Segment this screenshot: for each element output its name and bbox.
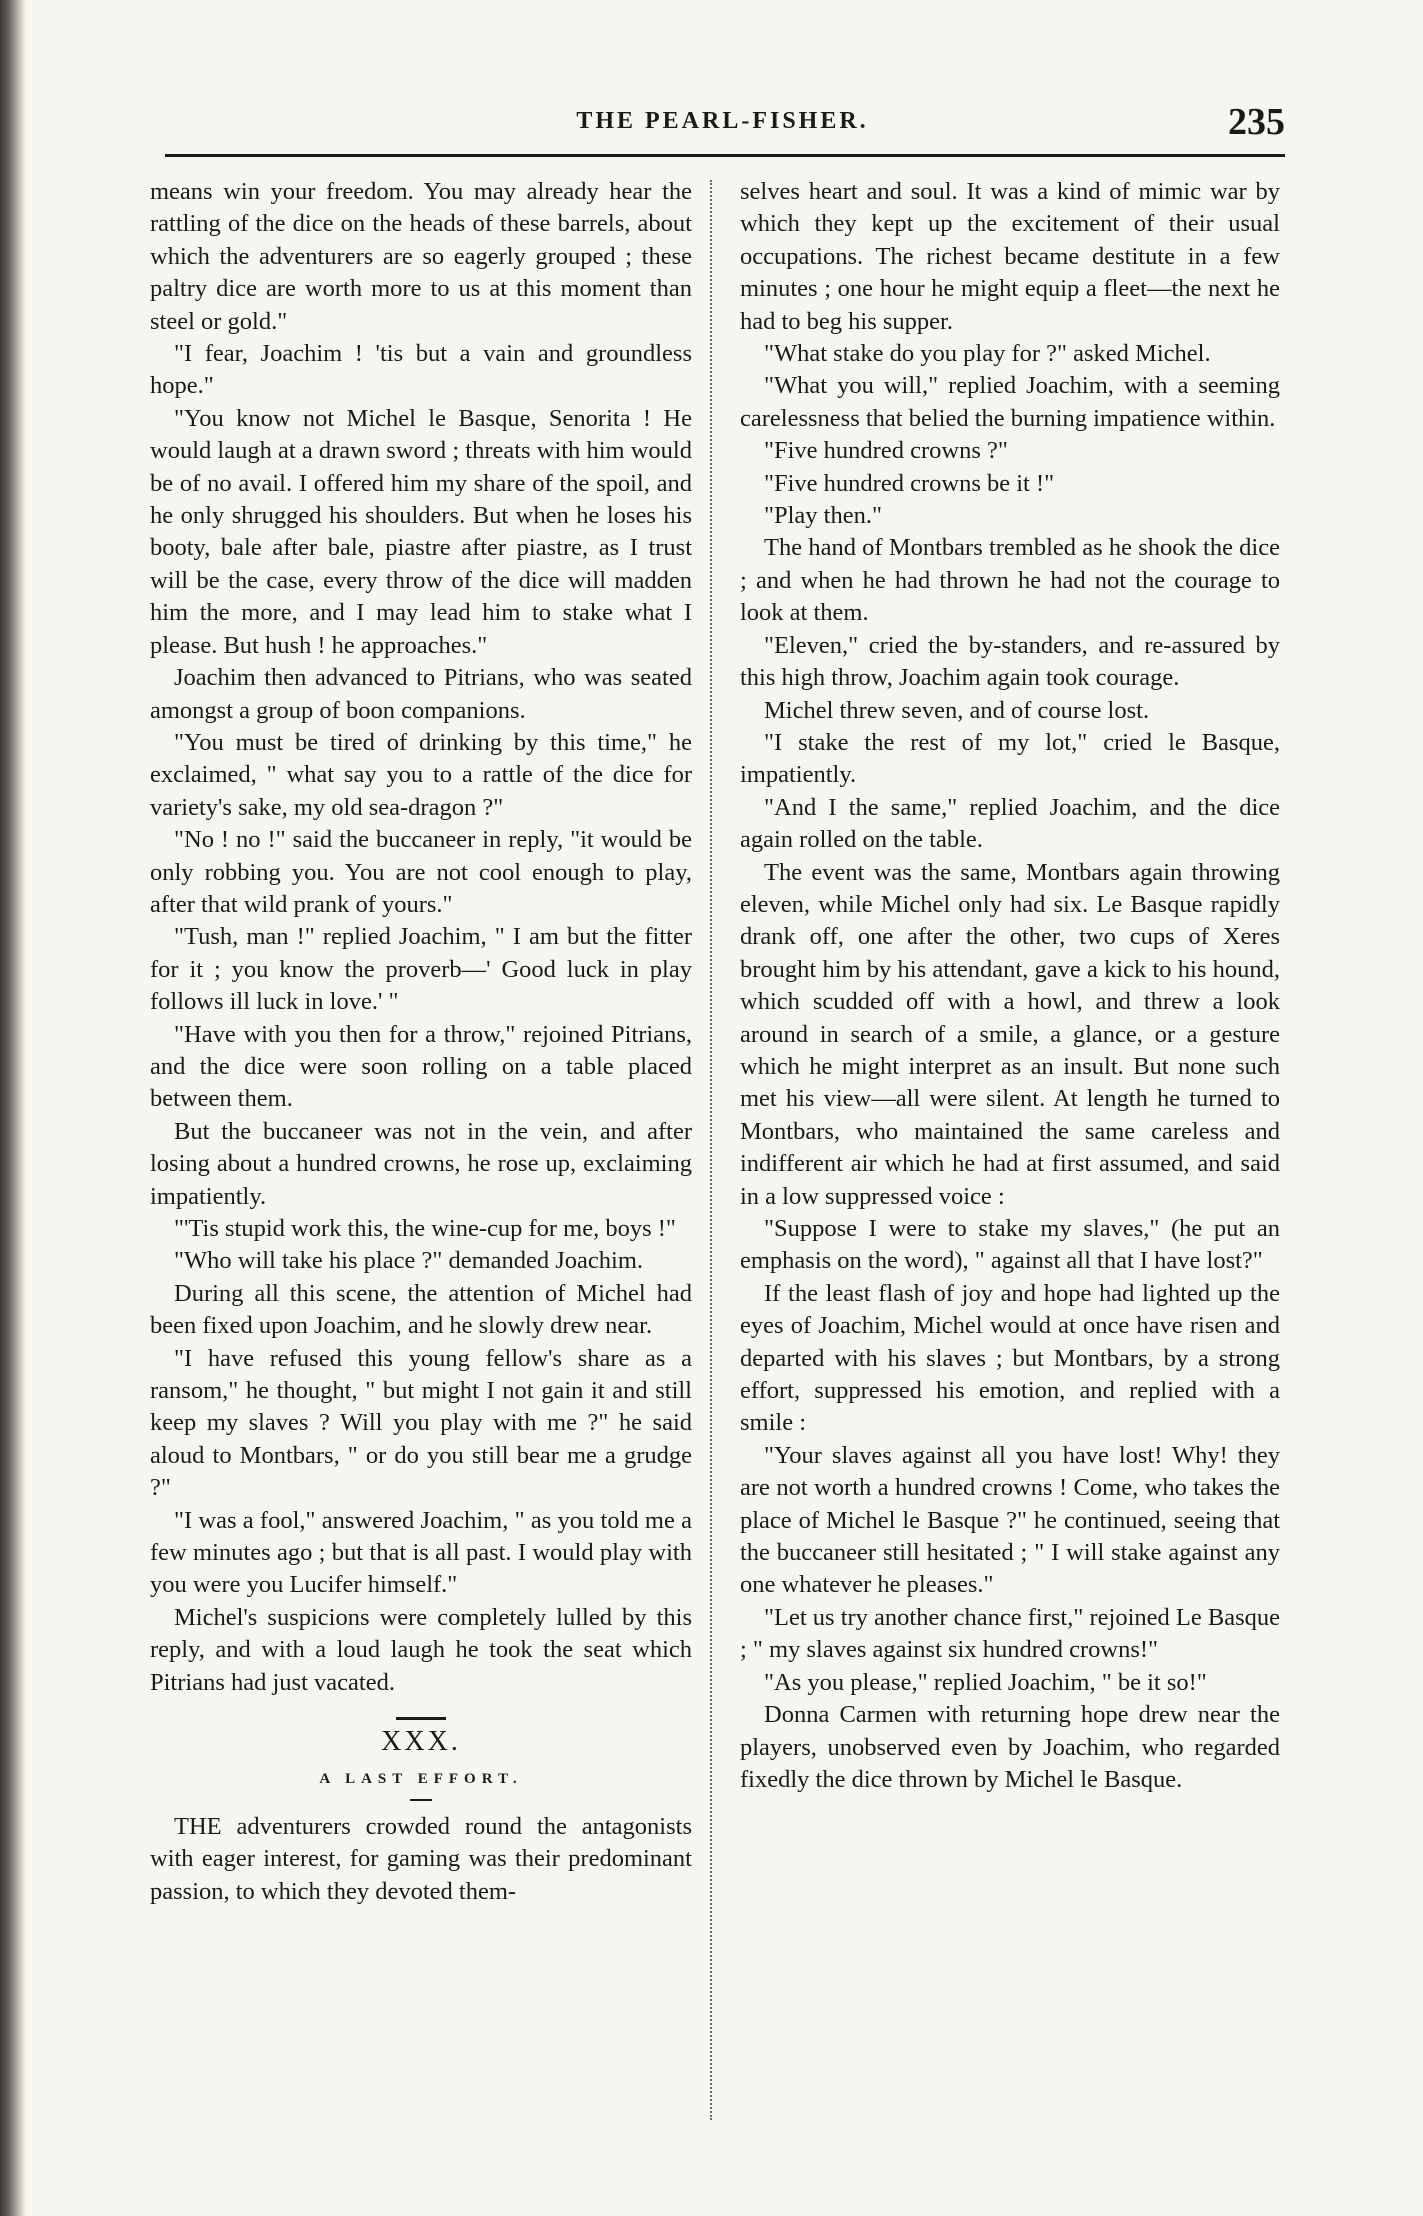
paragraph: "You must be tired of drinking by this time," he exclaimed, " what say you to a rattle of the dice for variety's sake, my old sea-dragon ?" — [150, 728, 692, 821]
section-rule — [396, 1717, 446, 1720]
paragraph: "What you will," replied Joachim, with a seeming carelessness that belied the burning impatience within. — [740, 372, 1280, 432]
paragraph: "And I the same," replied Joachim, and the dice again rolled on the table. — [740, 793, 1280, 854]
paragraph: Donna Carmen with returning hope drew near the players, unobserved even by Joachim, who regarded fixedly the dice thrown by Michel le Basque. — [740, 1701, 1280, 1793]
paragraph: "I have refused this young fellow's share as a ransom," he thought, " but might I not gain it and still keep my slaves ? Will you play with me ?" he said aloud to Montbars, " or do you still bear me a grudge ?" — [150, 1344, 692, 1502]
header-rule — [165, 154, 1285, 157]
chapter-number: XXX. — [381, 1726, 461, 1758]
column-divider — [710, 180, 712, 2120]
left-column — [150, 176, 692, 1908]
paragraph: "Suppose I were to stake my slaves," (he put an emphasis on the word), " against all that I have lost?" — [740, 1215, 1280, 1275]
paragraph: THE adventurers crowded round the antagonists with eager interest, for gaming was their predominant passion, to which they devoted them- — [150, 1812, 692, 1905]
paragraph: "As you please," replied Joachim, " be it so!" — [764, 1668, 1207, 1696]
paragraph: "Play then." — [764, 502, 882, 530]
paragraph: "Have with you then for a throw," rejoined Pitrians, and the dice were soon rolling on a table placed between them. — [150, 1020, 692, 1113]
paragraph: During all this scene, the attention of Michel had been fixed upon Joachim, and he slowly drew near. — [150, 1279, 692, 1340]
paragraph: selves heart and soul. It was a kind of mimic war by which they kept up the excitement of their usual occupations. The richest became destitute in a few minutes ; one hour he might equip a fleet—the next he had to beg his supper. — [740, 178, 1280, 335]
chapter-title: A LAST EFFORT. — [319, 1770, 523, 1787]
paragraph: Michel's suspicions were completely lulled by this reply, and with a loud laugh he took the seat which Pitrians had just vacated. — [150, 1603, 692, 1696]
paragraph: "Five hundred crowns be it !" — [764, 469, 1055, 497]
paragraph: "I fear, Joachim ! 'tis but a vain and groundless hope." — [150, 340, 692, 400]
running-title: THE PEARL-FISHER. — [576, 108, 869, 134]
paragraph: If the least flash of joy and hope had lighted up the eyes of Joachim, Michel would at once have risen and departed with his slaves ; but Montbars, by a strong effort, suppressed his emotion, and replied with a smile : — [740, 1279, 1280, 1437]
paragraph: "Who will take his place ?" demanded Joachim. — [174, 1247, 644, 1275]
paragraph: "'Tis stupid work this, the wine-cup for me, boys !" — [174, 1215, 676, 1242]
right-column — [740, 176, 1280, 1796]
binding-gutter — [0, 0, 26, 2216]
paragraph: "I was a fool," answered Joachim, " as you told me a few minutes ago ; but that is all past. I would play with you were you Lucifer himself." — [150, 1506, 692, 1599]
paragraph: Joachim then advanced to Pitrians, who was seated amongst a group of boon companions. — [150, 664, 692, 724]
paragraph: means win your freedom. You may already hear the rattling of the dice on the heads of these barrels, about which the adventurers are so eagerly grouped ; these paltry dice are worth more to us at this moment than steel or gold." — [150, 178, 692, 335]
paragraph: "Tush, man !" replied Joachim, " I am but the fitter for it ; you know the proverb—' Good luck in play follows ill luck in love.' " — [150, 923, 692, 1016]
paragraph: But the buccaneer was not in the vein, and after losing about a hundred crowns, he rose up, exclaiming impatiently. — [150, 1117, 692, 1210]
paragraph: "I stake the rest of my lot," cried le Basque, impatiently. — [740, 728, 1280, 789]
paragraph: "What stake do you play for ?" asked Michel. — [764, 340, 1211, 368]
paragraph: The event was the same, Montbars again throwing eleven, while Michel only had six. Le Basque rapidly drank off, one after the other, two cups of Xeres brought him by his attendant, gave a kick to his hound, which scudded off with a howl, and threw a look around in search of a smile, a glance, or a gesture which he might interpret as an insult. But none such met his view—all were silent. At length he turned to Montbars, who maintained the same careless and indifferent air which he had at first assumed, and said in a low suppressed voice : — [740, 858, 1280, 1210]
paragraph: "Let us try another chance first," rejoined Le Basque ; " my slaves against six hundred crowns!" — [740, 1603, 1280, 1664]
paragraph: Michel threw seven, and of course lost. — [764, 696, 1150, 724]
page-number: 235 — [1228, 101, 1285, 143]
chapter-rule — [410, 1799, 432, 1801]
page-header — [160, 100, 1285, 150]
paragraph: "You know not Michel le Basque, Senorita ! He would laugh at a drawn sword ; threats with him would be of no avail. I offered him my share of the spoil, and he only shrugged his shoulders. But when he loses his booty, bale after bale, piastre after piastre, as I trust will be the case, every throw of the dice will madden him the more, and I may lead him to stake what I please. But hush ! he approaches." — [150, 404, 692, 659]
paragraph: "Five hundred crowns ?" — [764, 437, 1008, 465]
paragraph: "Your slaves against all you have lost! Why! they are not worth a hundred crowns ! Come, who takes the place of Michel le Basque ?" he continued, seeing that the buccaneer still hesitated ; " I will stake against any one whatever he pleases." — [740, 1441, 1280, 1599]
paragraph: "Eleven," cried the by-standers, and re-assured by this high throw, Joachim again took courage. — [740, 631, 1280, 692]
paragraph: "No ! no !" said the buccaneer in reply, "it would be only robbing you. You are not cool enough to play, after that wild prank of yours." — [150, 826, 692, 918]
paragraph: The hand of Montbars trembled as he shook the dice ; and when he had thrown he had not the courage to look at them. — [740, 534, 1280, 627]
